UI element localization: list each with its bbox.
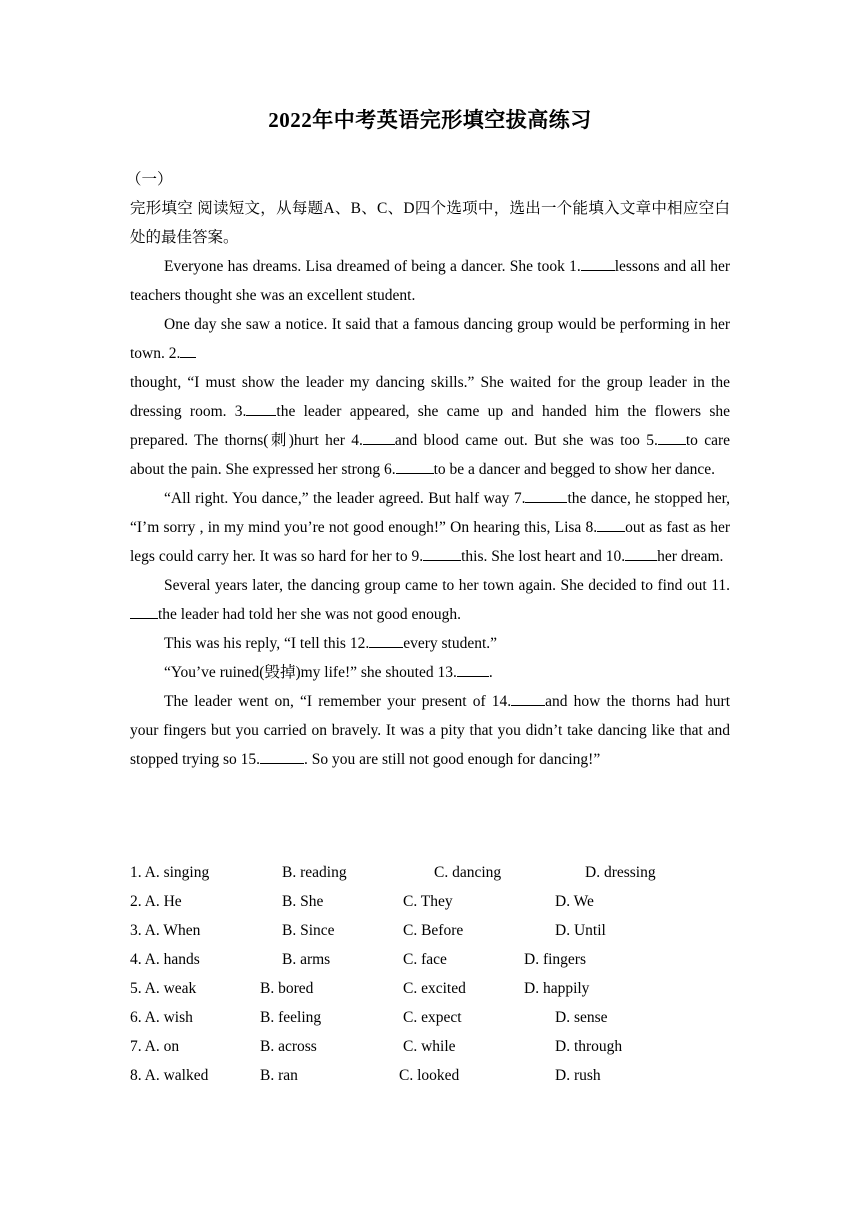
option-c: C. Before [403,922,464,939]
passage-paragraph-7: The leader went on, “I remember your present of 14. and how the thorns had hurt your fingers but you carried on bravely. It was a pity that you didn’t take dancing like that and stopped trying so 15. . So you are still not good enough for dancing!” [130,687,730,774]
passage-paragraph-4: Several years later, the dancing group came to her town again. She decided to find out 11.the leader had told her she was not good enough. [130,571,730,629]
blank-14 [511,690,545,706]
question-row [130,1061,730,1090]
question-row [130,945,730,974]
option-a: 3. A. When [130,922,201,939]
option-b: B. feeling [260,1009,322,1026]
question-row [130,858,730,887]
blank-2 [180,342,196,358]
option-a: 1. A. singing [130,864,210,881]
passage-section [126,165,730,774]
blank-5 [658,429,686,445]
option-c: C. looked [399,1067,460,1084]
option-b: B. bored [260,980,314,997]
option-d: D. fingers [524,951,586,968]
option-a: 7. A. on [130,1038,180,1055]
option-b: B. ran [260,1067,298,1084]
answer-options [130,858,730,1090]
option-c: C. They [403,893,453,910]
blank-4 [363,429,395,445]
option-d: D. dressing [585,864,656,881]
blank-7 [525,487,567,503]
option-c: C. while [403,1038,456,1055]
question-row [130,916,730,945]
option-a: 8. A. walked [130,1067,209,1084]
blank-1 [581,255,615,271]
option-d: D. sense [555,1009,608,1026]
blank-10 [625,545,657,561]
option-d: D. Until [555,922,606,939]
page-title: 2022年中考英语完形填空拔高练习 [268,108,592,132]
option-b: B. reading [282,864,347,881]
question-row [130,1032,730,1061]
option-c: C. excited [403,980,466,997]
option-d: D. rush [555,1067,601,1084]
passage-paragraph-5: This was his reply, “I tell this 12. every student.” [130,629,730,658]
question-row [130,887,730,916]
blank-15 [260,748,304,764]
instructions: 完形填空 阅读短文，从每题A、B、C、D四个选项中，选出一个能填入文章中相应空白处的最佳答案。 [130,200,730,246]
blank-9 [423,545,461,561]
passage-paragraph-2: One day she saw a notice. It said that a famous dancing group would be performing in her town. 2. thought, “I must show the leader my dancing skills.” She waited for the group leader in the dressing room. 3. the leader appeared, she came up and handed him the flowers she prepared. The thorns(刺)hurt her 4. and blood came out. But she was too 5. to care about the pain. She expressed her strong 6. to be a dancer and begged to show her dance. [130,316,730,478]
option-c: C. expect [403,1009,462,1026]
option-d: D. We [555,893,594,910]
passage-paragraph-1: Everyone has dreams. Lisa dreamed of being a dancer. She took 1. lessons and all her teachers thought she was an excellent student. [130,252,730,310]
option-a: 2. A. He [130,893,182,910]
passage-paragraph-3: “All right. You dance,” the leader agreed. But half way 7. the dance, he stopped her, “I’m sorry , in my mind you’re not good enough!” On hearing this, Lisa 8. out as fast as her legs could carry her. It was so hard for her to 9. this. She lost heart and 10. her dream. [130,484,730,571]
blank-13 [457,661,489,677]
passage-paragraph-6: “You’ve ruined(毁掉)my life!” she shouted 13. . [130,658,730,687]
question-row [130,974,730,1003]
option-d: D. through [555,1038,623,1055]
blank-12 [369,632,403,648]
blank-11 [130,603,158,619]
option-b: B. arms [282,951,331,968]
section-label: （一） [126,171,173,188]
option-b: B. She [282,893,324,910]
option-b: B. across [260,1038,317,1055]
blank-6 [396,458,434,474]
option-b: B. Since [282,922,335,939]
option-a: 6. A. wish [130,1009,193,1026]
option-c: C. dancing [434,864,502,881]
question-row [130,1003,730,1032]
option-c: C. face [403,951,447,968]
blank-8 [597,516,625,532]
option-a: 4. A. hands [130,951,200,968]
option-a: 5. A. weak [130,980,197,997]
blank-3 [246,400,276,416]
option-d: D. happily [524,980,590,997]
